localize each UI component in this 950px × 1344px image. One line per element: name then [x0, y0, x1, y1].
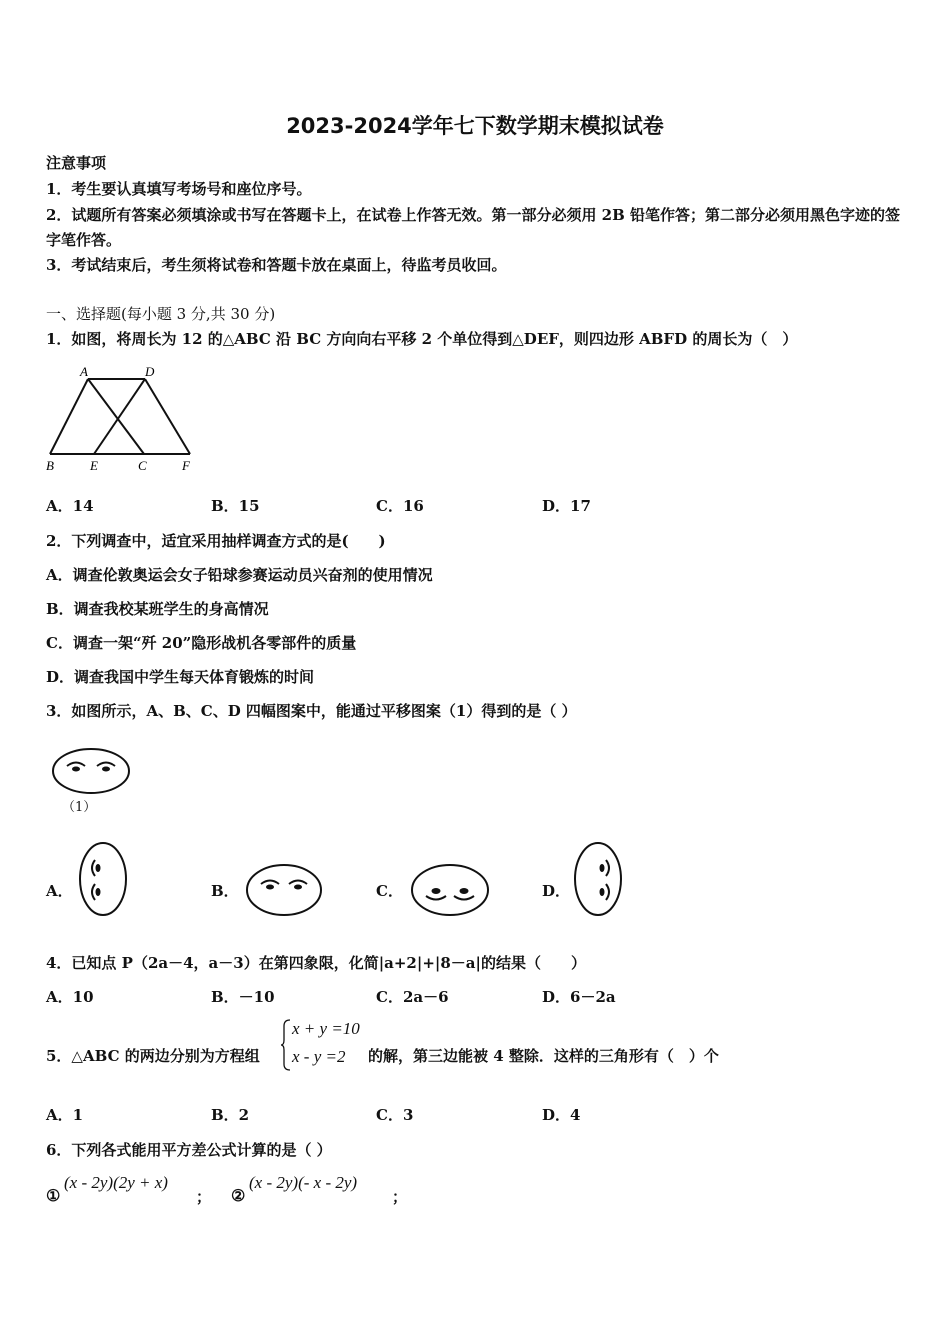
notice-item-1: 1．考生要认真填写考场号和座位序号。 [46, 180, 312, 198]
q3-face-1 [50, 745, 135, 797]
q6-separator-1: ； [196, 1188, 212, 1206]
q5-stem-prefix: 5．△ABC 的两边分别为方程组 [46, 1047, 260, 1065]
q4-option-b: B．－10 [211, 988, 275, 1006]
q2-option-b: B．调查我校某班学生的身高情况 [46, 600, 269, 618]
q2-option-c: C．调查一架“歼 20”隐形战机各零部件的质量 [46, 634, 357, 652]
q1-stem: 1．如图，将周长为 12 的△ABC 沿 BC 方向向右平移 2 个单位得到△DEF，则四边形 ABFD 的周长为（ ） [46, 330, 798, 348]
edge-df [145, 379, 190, 454]
q2-option-d: D．调查我国中学生每天体育锻炼的时间 [46, 668, 315, 686]
notice-item-2: 2．试题所有答案必须填涂或书写在答题卡上，在试卷上作答无效。第一部分必须用 2B 铅笔作答；第二部分必须用黑色字迹的签字笔作答。 [46, 206, 901, 249]
q3-option-b: B． [211, 882, 239, 900]
q1-option-a: A．14 [46, 497, 94, 515]
section-heading: 一、选择题(每小题 3 分,共 30 分) [46, 305, 276, 323]
label-d: D [145, 364, 155, 379]
q1-option-b: B．15 [211, 497, 260, 515]
label-c: C [138, 458, 147, 473]
q2-stem: 2．下列调查中，适宜采用抽样调查方式的是( ) [46, 532, 386, 550]
q3-face-d [570, 840, 626, 918]
edge-ab [50, 379, 88, 454]
q6-item-1-expression: (x - 2y)(2y + x) [64, 1173, 168, 1192]
q5-equation-2: x - y =2 [292, 1047, 346, 1066]
q6-item-2-expression: (x - 2y)(- x - 2y) [249, 1173, 358, 1192]
q4-option-d: D．6－2a [542, 988, 616, 1006]
q3-stem: 3．如图所示，A、B、C、D 四幅图案中，能通过平移图案（1）得到的是（ ） [46, 702, 577, 720]
q3-face-c [408, 862, 492, 918]
q6-item-1-mark: ① [46, 1186, 61, 1205]
q5-option-d: D．4 [542, 1106, 581, 1124]
q6-stem: 6．下列各式能用平方差公式计算的是（ ） [46, 1141, 332, 1159]
edge-ac [88, 379, 144, 454]
q5-option-c: C．3 [376, 1106, 414, 1124]
q2-option-a: A．调查伦敦奥运会女子铅球参赛运动员兴奋剂的使用情况 [46, 566, 433, 584]
page-title: 2023-2024学年七下数学期末模拟试卷 [286, 114, 664, 138]
q4-option-a: A．10 [46, 988, 94, 1006]
q6-separator-2: ； [392, 1188, 408, 1206]
q6-item-2-mark: ② [231, 1186, 246, 1205]
q4-option-c: C．2a－6 [376, 988, 449, 1006]
q5-equation-1: x + y =10 [292, 1019, 360, 1038]
q5-option-b: B．2 [211, 1106, 250, 1124]
q1-option-c: C．16 [376, 497, 424, 515]
notice-item-3: 3．考试结束后，考生须将试卷和答题卡放在桌面上，待监考员收回。 [46, 256, 507, 274]
notice-heading: 注意事项 [46, 154, 107, 172]
q5-brace [280, 1018, 292, 1072]
q3-face-b [244, 862, 324, 918]
q5-stem-suffix: 的解，第三边能被 4 整除．这样的三角形有（ ）个 [368, 1047, 719, 1065]
q3-figure-label: （1） [62, 800, 97, 815]
q5-option-a: A．1 [46, 1106, 84, 1124]
edge-de [94, 379, 145, 454]
label-e: E [90, 458, 98, 473]
label-a: A [80, 364, 88, 379]
q1-option-d: D．17 [542, 497, 591, 515]
q4-stem: 4．已知点 P（2a－4，a－3）在第四象限，化简|a+2|+|8－a|的结果（ ） [46, 954, 586, 972]
q3-option-a: A． [46, 882, 73, 900]
label-f: F [182, 458, 190, 473]
label-b: B [46, 458, 54, 473]
q3-option-d: D． [542, 882, 571, 900]
q3-option-c: C． [376, 882, 403, 900]
q1-triangle-figure [40, 362, 205, 477]
q3-face-a [76, 840, 130, 918]
